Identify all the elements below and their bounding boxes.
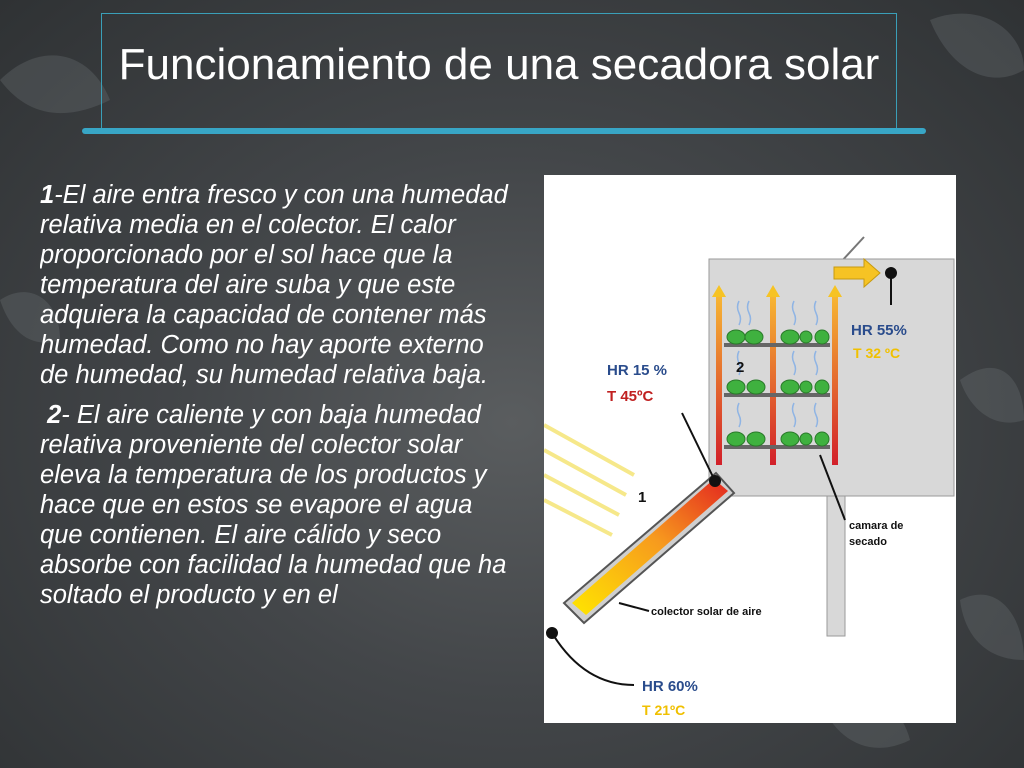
paragraph-2	[40, 400, 510, 610]
marker-2: 2	[736, 359, 745, 376]
title-underline	[82, 128, 926, 134]
chamber-leg	[827, 496, 845, 636]
outlet-temperature-label: T 32 ºC	[853, 345, 901, 361]
collector-outlet-temperature-label: T 45ºC	[607, 388, 654, 405]
chamber-label-line-2: secado	[849, 536, 887, 548]
solar-dryer-figure	[544, 175, 956, 723]
slide-title: Funcionamiento de una secadora solar	[118, 40, 880, 89]
inlet-temperature-label: T 21ºC	[642, 702, 686, 718]
marker-1: 1	[638, 489, 647, 506]
body-text	[40, 180, 510, 768]
solar-collector	[564, 473, 734, 623]
sun-rays	[544, 425, 634, 535]
chamber-label-line-1: camara de	[849, 520, 904, 532]
paragraph-2-number: 2	[47, 401, 62, 429]
solar-dryer-diagram	[544, 175, 956, 723]
paragraph-2-text: - El aire caliente y con baja humedad relativa proveniente del colector solar eleva la temperatura de los productos y hace que en estos se evapore el agua que contienen. El aire cálido y seco absorbe con facilidad la humedad que ha soltado el producto y en el	[40, 401, 507, 609]
inlet-humidity-label: HR 60%	[642, 678, 698, 695]
paragraph-1	[40, 180, 510, 390]
outlet-humidity-label: HR 55%	[851, 322, 907, 339]
paragraph-1-text: -El aire entra fresco y con una humedad relativa media en el colector. El calor proporcionado por el sol hace que la temperatura del aire suba y que este adquiera la capacidad de contener más humedad. Como no hay aporte externo de humedad, su humedad relativa baja.	[40, 181, 508, 389]
paragraph-1-number: 1	[40, 181, 55, 209]
collector-label: colector solar de aire	[651, 606, 762, 618]
collector-outlet-humidity-label: HR 15 %	[607, 362, 668, 379]
